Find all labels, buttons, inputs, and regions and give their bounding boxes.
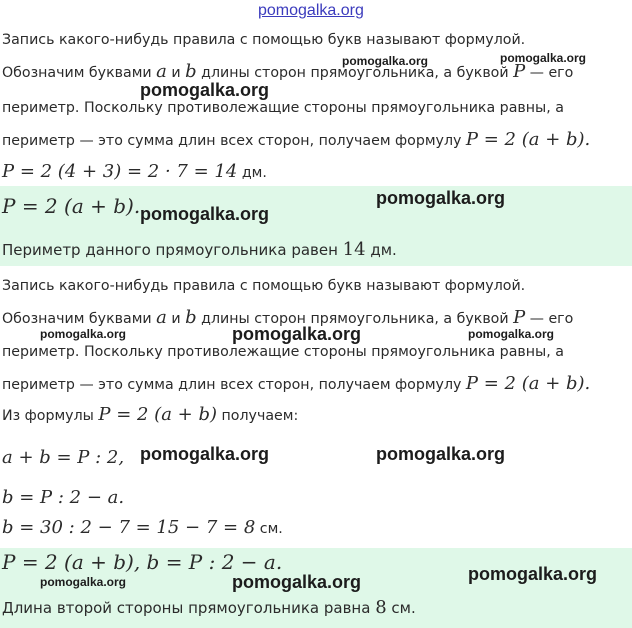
text: см. — [386, 599, 416, 617]
text: — его — [525, 65, 574, 81]
paragraph-line — [2, 62, 573, 83]
formula: P = 2 (4 + 3) = 2 · 7 = 14 — [2, 161, 238, 182]
text: и — [166, 65, 186, 81]
watermark: pomogalka.org — [500, 51, 587, 65]
paragraph-line — [2, 130, 590, 151]
watermark: pomogalka.org — [468, 564, 598, 584]
formula: b = 30 : 2 − 7 = 15 − 7 = 8 — [2, 517, 256, 538]
text: длины сторон прямоугольника, а буквой — [196, 65, 514, 81]
math-var: a — [156, 61, 167, 82]
formula: P = 2 (a + b). — [465, 129, 591, 150]
math-var: b — [185, 61, 197, 82]
number: 8 — [375, 597, 387, 618]
math-var: b — [185, 307, 197, 328]
paragraph-line — [2, 374, 590, 395]
calculation-line — [2, 162, 267, 183]
text: Обозначим буквами — [2, 65, 157, 81]
formula: P = 2 (a + b). — [2, 194, 141, 218]
equation-line — [2, 448, 124, 469]
watermark: pomogalka.org — [40, 575, 127, 589]
text: дм. — [365, 241, 397, 259]
text: и — [166, 311, 186, 327]
text: периметр — это сумма длин всех сторон, получаем формулу — [2, 133, 466, 149]
unit: дм. — [237, 165, 267, 181]
answer-formula — [2, 196, 140, 219]
paragraph-line — [2, 405, 298, 426]
formula: P = 2 (a + b), b = P : 2 − a. — [2, 550, 283, 574]
math-var: P — [513, 61, 526, 82]
paragraph-line: периметр. Поскольку противолежащие стороны прямоугольника равны, а — [2, 344, 564, 360]
watermark: pomogalka.org — [40, 327, 127, 341]
text: длины сторон прямоугольника, а буквой — [196, 311, 514, 327]
calculation-line — [2, 518, 283, 539]
watermark: pomogalka.org — [376, 444, 506, 464]
watermark: pomogalka.org — [140, 444, 270, 464]
unit: см. — [255, 521, 283, 537]
site-link[interactable]: pomogalka.org — [258, 2, 364, 19]
equation-line — [2, 488, 124, 509]
formula: b = P : 2 − a. — [2, 487, 125, 508]
formula: P = 2 (a + b). — [465, 373, 591, 394]
watermark: pomogalka.org — [140, 80, 270, 100]
paragraph-line: периметр. Поскольку противолежащие стороны прямоугольника равны, а — [2, 100, 564, 116]
math-var: P — [513, 307, 526, 328]
watermark: pomogalka.org — [232, 324, 362, 344]
formula: P = 2 (a + b) — [98, 404, 218, 425]
paragraph-line: Запись какого-нибудь правила с помощью букв называют формулой. — [2, 278, 526, 294]
text: Периметр данного прямоугольника равен — [2, 241, 343, 259]
watermark: pomogalka.org — [376, 188, 506, 208]
answer-line — [2, 240, 397, 260]
watermark: pomogalka.org — [468, 327, 555, 341]
paragraph-line: Запись какого-нибудь правила с помощью букв называют формулой. — [2, 32, 526, 48]
watermark: pomogalka.org — [140, 204, 270, 224]
watermark: pomogalka.org — [342, 54, 429, 68]
number: 14 — [342, 239, 366, 260]
formula: a + b = P : 2, — [2, 447, 125, 468]
answer-line — [2, 598, 416, 618]
text: Обозначим буквами — [2, 311, 157, 327]
text: — его — [525, 311, 574, 327]
text: Из формулы — [2, 408, 99, 424]
text: получаем: — [217, 408, 299, 424]
text: периметр — это сумма длин всех сторон, получаем формулу — [2, 377, 466, 393]
math-var: a — [156, 307, 167, 328]
text: Длина второй стороны прямоугольника равна — [2, 599, 376, 617]
watermark: pomogalka.org — [232, 572, 362, 592]
